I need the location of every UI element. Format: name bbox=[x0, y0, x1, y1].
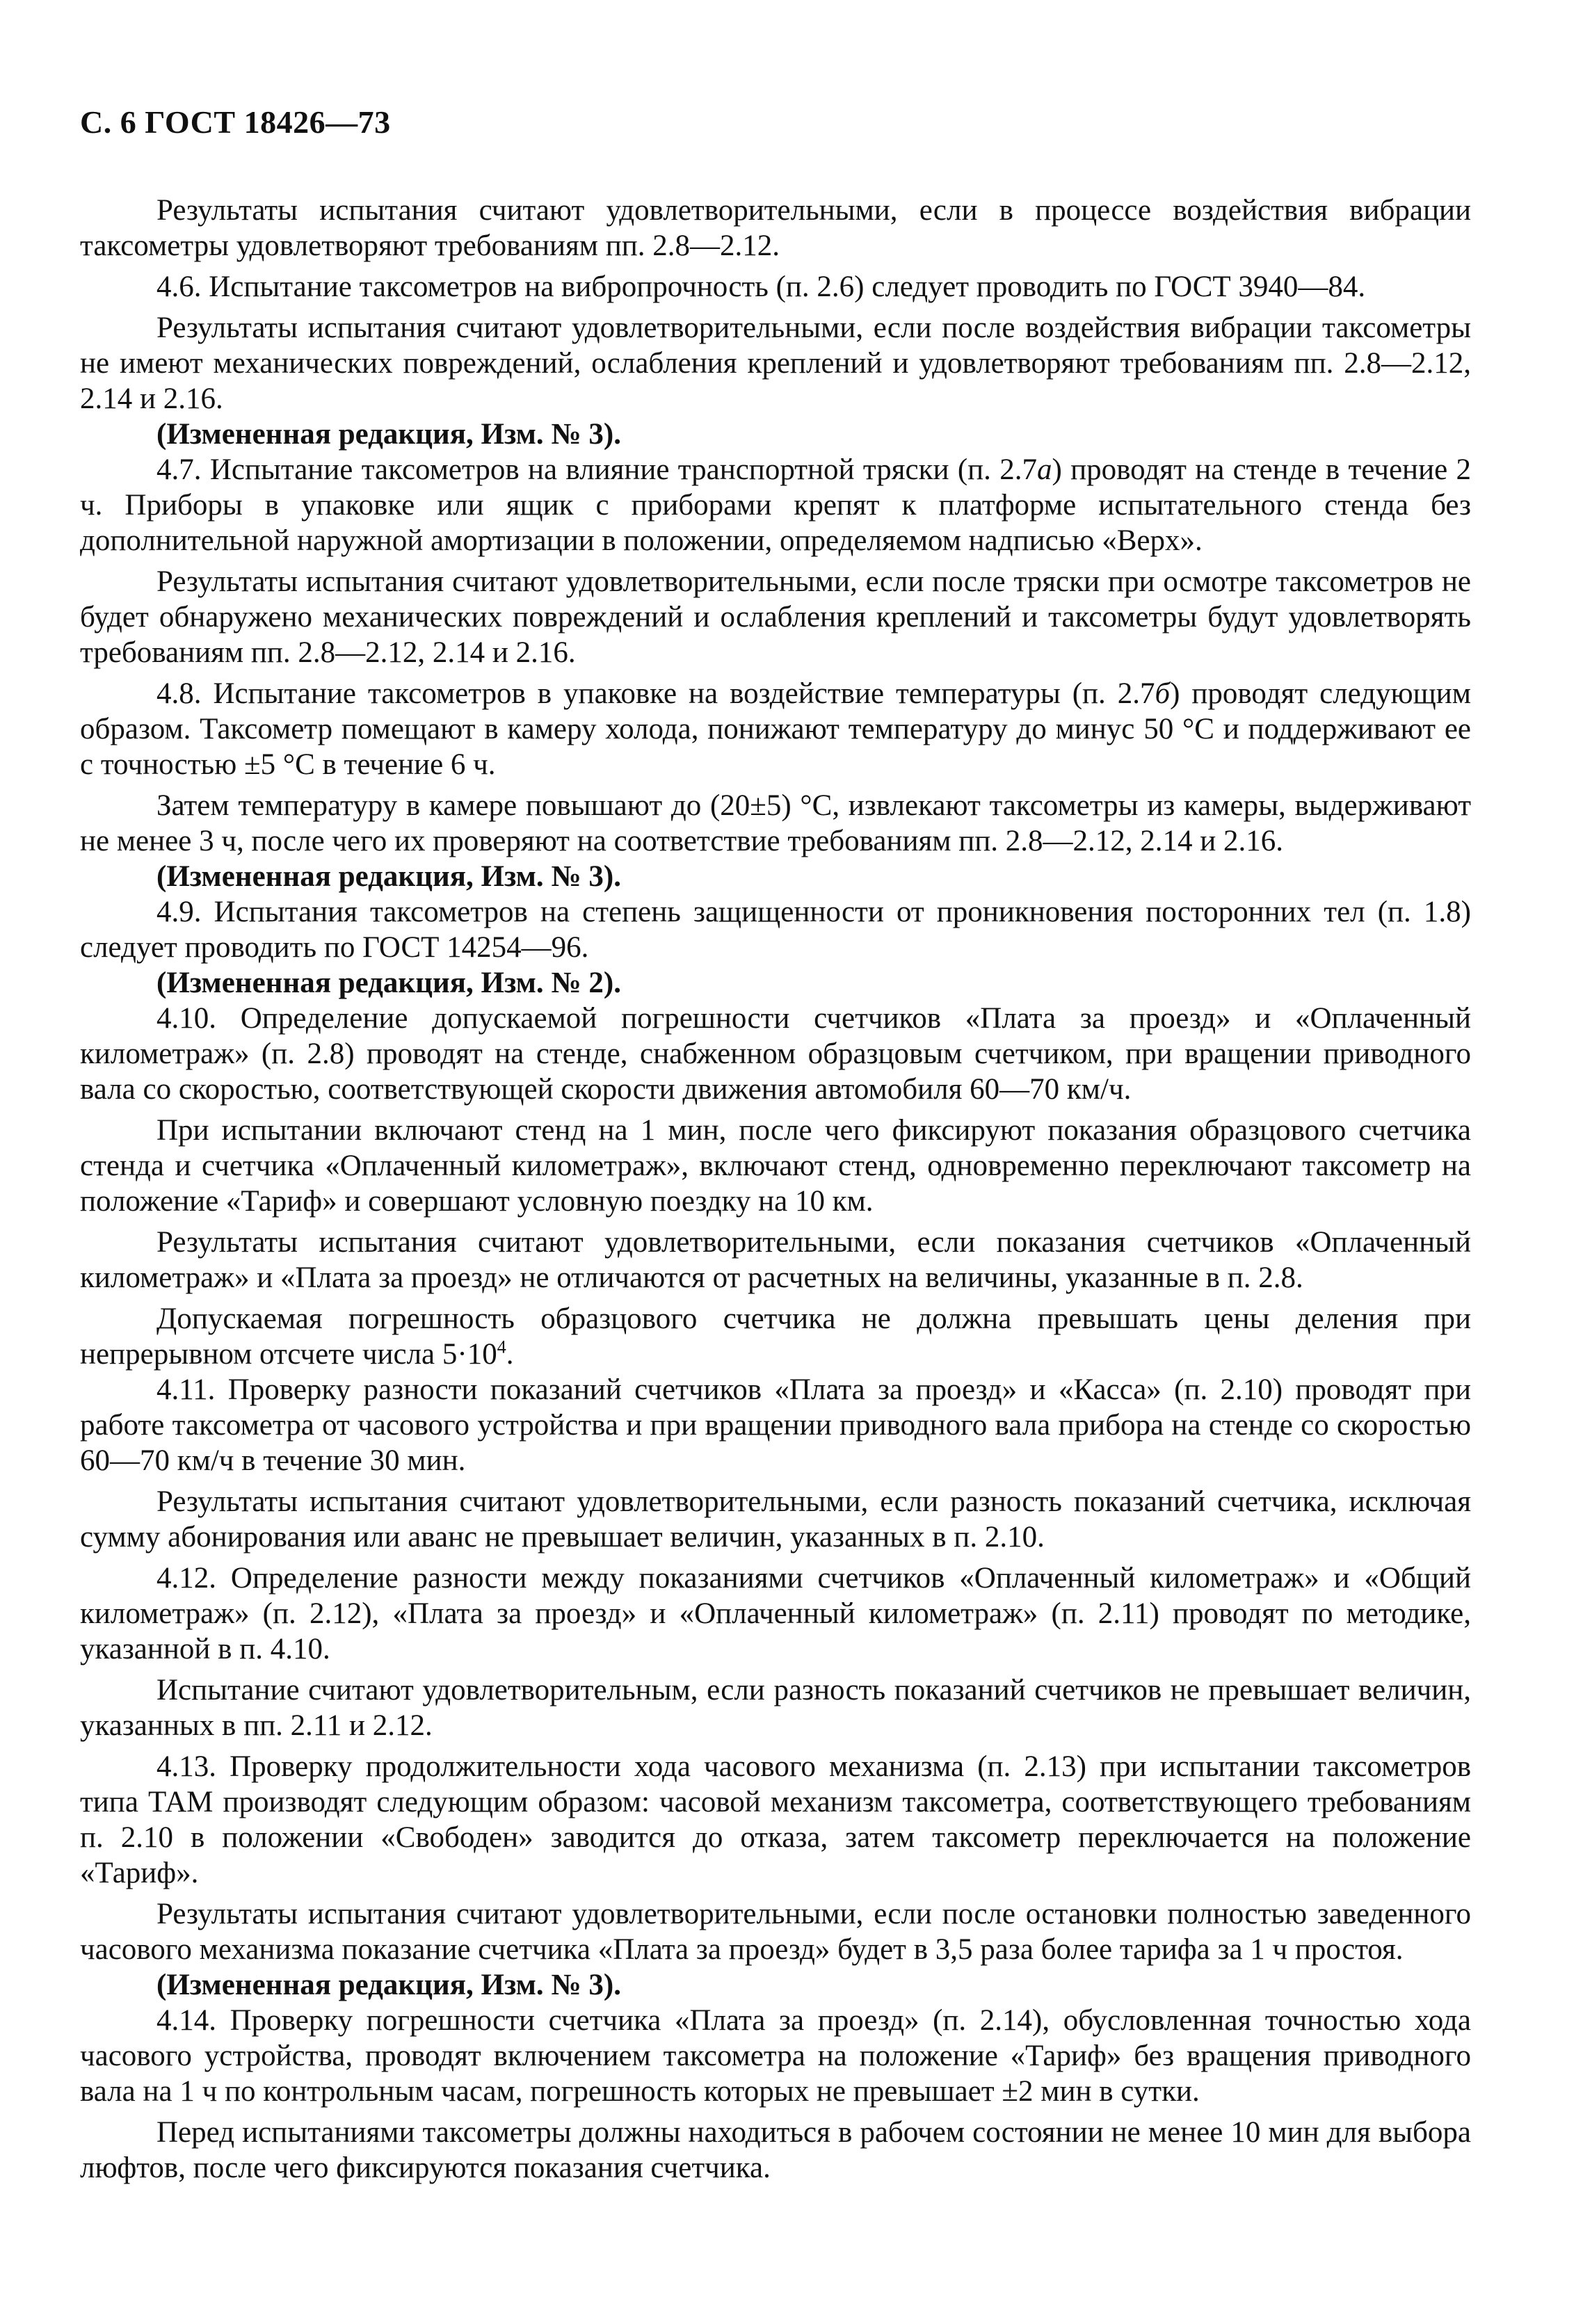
page-header: С. 6 ГОСТ 18426—73 bbox=[80, 104, 391, 140]
paragraph-4-9: 4.9. Испытания таксометров на степень защищенности от проникновения посторонних тел (п. 1.8) следует проводить по ГОСТ 14254—96. bbox=[80, 896, 1471, 964]
paragraph-text: 4.7. Испытание таксометров на влияние транспортной тряски (п. 2.7 bbox=[156, 453, 1037, 486]
paragraph: Результаты испытания считают удовлетворительными, если разность показаний счетчика, исключая сумму абонирования или аванс не превышает величин, указанных в п. 2.10. bbox=[80, 1485, 1471, 1554]
paragraph-text: Допускаемая погрешность образцового счетчика не должна превышать цены деления при непрерывном отсчете числа 5·10 bbox=[80, 1302, 1471, 1371]
paragraph: Испытание считают удовлетворительным, если разность показаний счетчиков не превышает величин, указанных в пп. 2.11 и 2.12. bbox=[80, 1674, 1471, 1742]
amendment-note: (Измененная редакция, Изм. № 2). bbox=[156, 967, 621, 999]
paragraph: При испытании включают стенд на 1 мин, после чего фиксируют показания образцового счетчика стенда и счетчика «Оплаченный километраж», включают стенд, одновременно переключают таксометр на положение «Тариф» и совершают условную поездку на 10 км. bbox=[80, 1114, 1471, 1218]
paragraph-italic: а bbox=[1036, 453, 1052, 486]
paragraph-italic: б bbox=[1155, 677, 1171, 710]
paragraph-4-14: 4.14. Проверку погрешности счетчика «Плата за проезд» (п. 2.14), обусловленная точностью хода часового устройства, проводят включением таксометра на положение «Тариф» без вращения приводного вала на 1 ч по контрольным часам, погрешность которых не превышает ±2 мин в сутки. bbox=[80, 2004, 1471, 2108]
amendment-note: (Измененная редакция, Изм. № 3). bbox=[156, 418, 621, 451]
paragraph: Перед испытаниями таксометры должны находиться в рабочем состоянии не менее 10 мин для выбора люфтов, после чего фиксируются показания счетчика. bbox=[80, 2116, 1471, 2184]
paragraph-4-11: 4.11. Проверку разности показаний счетчиков «Плата за проезд» и «Касса» (п. 2.10) проводят при работе таксометра от часового устройства и при вращении приводного вала прибора на стенде со скоростью 60—70 км/ч в течение 30 мин. bbox=[80, 1373, 1471, 1477]
paragraph bbox=[80, 1301, 1471, 1372]
amendment-note: (Измененная редакция, Изм. № 3). bbox=[156, 860, 621, 893]
paragraph: Затем температуру в камере повышают до (20±5) °С, извлекают таксометры из камеры, выдерживают не менее 3 ч, после чего их проверяют на соответствие требованиям пп. 2.8—2.12, 2.14 и 2.16. bbox=[80, 789, 1471, 857]
paragraph-text: 4.8. Испытание таксометров в упаковке на воздействие температуры (п. 2.7 bbox=[156, 677, 1155, 710]
paragraph-text: ) проводят следующим образом. Таксометр помещают в камеру холода, понижают температуру до минус 50 °С и поддерживают ее с точностью ±5 °С в течение 6 ч. bbox=[80, 677, 1471, 781]
paragraph: Результаты испытания считают удовлетворительными, если после остановки полностью заведенного часового механизма показание счетчика «Плата за проезд» будет в 3,5 раза более тарифа за 1 ч простоя. bbox=[80, 1898, 1471, 1966]
paragraph-4-10: 4.10. Определение допускаемой погрешности счетчиков «Плата за проезд» и «Оплаченный километраж» (п. 2.8) проводят на стенде, снабженном образцовым счетчиком, при вращении приводного вала со скоростью, соответствующей скорости движения автомобиля 60—70 км/ч. bbox=[80, 1002, 1471, 1106]
paragraph-text: . bbox=[506, 1338, 514, 1371]
paragraph-4-6: 4.6. Испытание таксометров на вибропрочность (п. 2.6) следует проводить по ГОСТ 3940—84. bbox=[156, 271, 1366, 303]
paragraph: Результаты испытания считают удовлетворительными, если после воздействия вибрации таксометры не имеют механических повреждений, ослабления креплений и удовлетворяют требованиям пп. 2.8—2.12, 2.14 и 2.16. bbox=[80, 312, 1471, 415]
paragraph-4-13: 4.13. Проверку продолжительности хода часового механизма (п. 2.13) при испытании таксометров типа ТАМ производят следующим образом: часовой механизм таксометра, соответствующего требованиям п. 2.10 в положении «Свободен» заводится до отказа, затем таксометр переключается на положение «Тариф». bbox=[80, 1750, 1471, 1889]
superscript: 4 bbox=[497, 1337, 506, 1357]
paragraph: Результаты испытания считают удовлетворительными, если показания счетчиков «Оплаченный километраж» и «Плата за проезд» не отличаются от расчетных на величины, указанные в п. 2.8. bbox=[80, 1226, 1471, 1294]
document-page bbox=[80, 104, 1471, 2186]
paragraph: Результаты испытания считают удовлетворительными, если в процессе воздействия вибрации таксометры удовлетворяют требованиям пп. 2.8—2.12. bbox=[80, 194, 1471, 262]
paragraph-4-8 bbox=[80, 676, 1471, 782]
paragraph: Результаты испытания считают удовлетворительными, если после тряски при осмотре таксометров не будет обнаружено механических повреждений и ослабления креплений и таксометры будут удовлетворять требованиям пп. 2.8—2.12, 2.14 и 2.16. bbox=[80, 565, 1471, 669]
paragraph-4-7 bbox=[80, 452, 1471, 558]
paragraph-text: ) проводят на стенде в течение 2 ч. Приборы в упаковке или ящик с приборами крепят к платформе испытательного стенда без дополнительной наружной амортизации в положении, определяемом надписью «Верх». bbox=[80, 453, 1471, 557]
amendment-note: (Измененная редакция, Изм. № 3). bbox=[156, 1969, 621, 2001]
paragraph-4-12: 4.12. Определение разности между показаниями счетчиков «Оплаченный километраж» и «Общий километраж» (п. 2.12), «Плата за проезд» и «Оплаченный километраж» (п. 2.11) проводят по методике, указанной в п. 4.10. bbox=[80, 1562, 1471, 1665]
